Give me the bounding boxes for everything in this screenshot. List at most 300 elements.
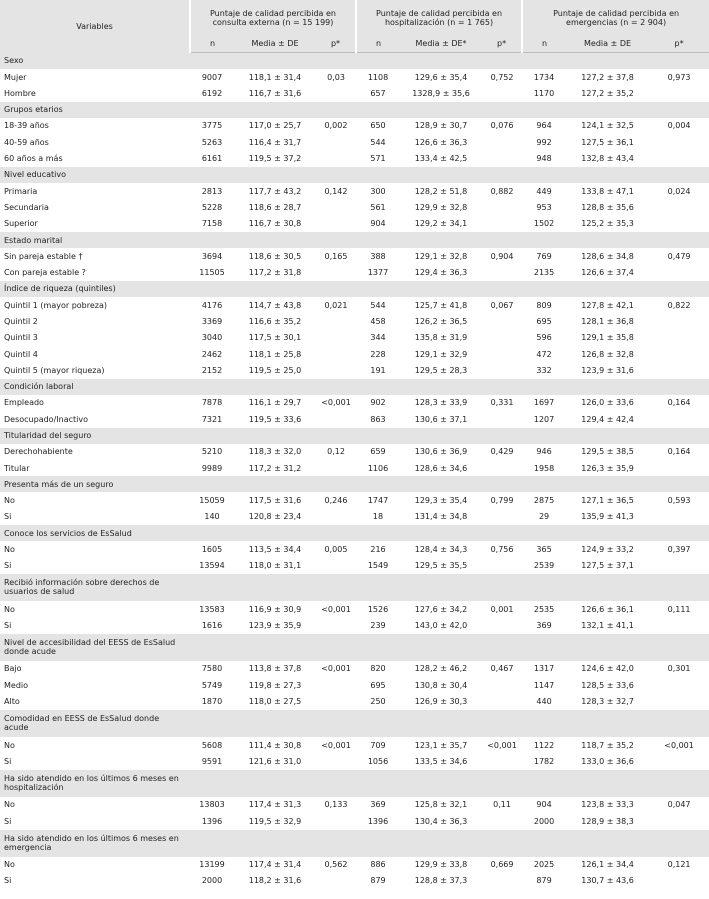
- cell-ce-media: 111,4 ± 30,8: [248, 740, 302, 750]
- cell-hosp-n: 191: [370, 366, 386, 376]
- cell-emer-n: 365: [536, 544, 552, 554]
- cell-ce-p: [316, 558, 356, 574]
- section-fill-cell: [649, 281, 709, 297]
- cell-emer-media: 129,1 ± 35,8: [581, 333, 634, 343]
- cell-emer-media: 133,0 ± 36,6: [581, 756, 634, 766]
- cell-ce-p: <0,001: [321, 664, 351, 674]
- section-fill-cell: [649, 830, 709, 857]
- section-header-row: [0, 167, 709, 183]
- cell-ce-p: 0,562: [324, 860, 348, 870]
- row-label: Quintil 3: [4, 333, 38, 343]
- section-fill-cell: [482, 634, 522, 661]
- table-row: [0, 362, 709, 378]
- cell-emer-p: [649, 411, 709, 427]
- section-fill-cell: [234, 525, 316, 541]
- cell-hosp-p: <0,001: [487, 740, 517, 750]
- cell-ce-p: <0,001: [321, 398, 351, 408]
- cell-emer-p: 0,593: [667, 496, 691, 506]
- section-fill-cell: [234, 232, 316, 248]
- cell-hosp-n: 369: [370, 800, 386, 810]
- cell-ce-p: [316, 265, 356, 281]
- cell-emer-n: 1958: [533, 463, 555, 473]
- cell-ce-p: 0,03: [327, 72, 345, 82]
- cell-ce-p: [316, 617, 356, 633]
- cell-hosp-media: 143,0 ± 42,0: [414, 620, 468, 630]
- cell-hosp-p: 0,076: [490, 121, 514, 131]
- cell-hosp-media: 1328,9 ± 35,6: [412, 88, 470, 98]
- cell-ce-n: 11505: [199, 268, 225, 278]
- row-label: Desocupado/Inactivo: [4, 414, 88, 424]
- cell-ce-p: [316, 216, 356, 232]
- cell-emer-p: [649, 753, 709, 769]
- section-fill-cell: [190, 379, 234, 395]
- section-fill-cell: [482, 167, 522, 183]
- section-header-row: [0, 281, 709, 297]
- table-row: [0, 857, 709, 873]
- cell-emer-p: [649, 346, 709, 362]
- subheader-p: p*: [649, 36, 709, 53]
- cell-hosp-p: [482, 151, 522, 167]
- section-fill-cell: [400, 574, 482, 601]
- cell-emer-n: 992: [536, 137, 552, 147]
- cell-ce-n: 6161: [201, 154, 223, 164]
- section-fill-cell: [190, 830, 234, 857]
- section-fill-cell: [649, 167, 709, 183]
- cell-hosp-n: 902: [370, 398, 386, 408]
- section-fill-cell: [316, 830, 356, 857]
- cell-hosp-n: 1108: [367, 72, 389, 82]
- section-fill-cell: [356, 634, 400, 661]
- section-fill-cell: [234, 770, 316, 797]
- cell-hosp-n: 886: [370, 860, 386, 870]
- cell-emer-n: 332: [536, 366, 552, 376]
- cell-ce-n: 3775: [201, 121, 223, 131]
- cell-hosp-n: 863: [370, 414, 386, 424]
- cell-hosp-p: [482, 813, 522, 829]
- cell-hosp-n: 657: [370, 88, 386, 98]
- table-row: [0, 694, 709, 710]
- cell-emer-n: 809: [536, 300, 552, 310]
- cell-hosp-media: 133,5 ± 34,6: [414, 756, 468, 766]
- section-fill-cell: [400, 770, 482, 797]
- cell-emer-media: 128,9 ± 38,3: [581, 816, 634, 826]
- row-label: Si: [4, 816, 12, 826]
- table-row: [0, 69, 709, 85]
- cell-emer-n: 2539: [533, 561, 555, 571]
- row-label: 60 años a más: [4, 154, 63, 164]
- section-fill-cell: [482, 770, 522, 797]
- table-row: [0, 411, 709, 427]
- cell-emer-n: 1502: [533, 219, 555, 229]
- section-fill-cell: [400, 710, 482, 737]
- cell-ce-p: <0,001: [321, 604, 351, 614]
- section-fill-cell: [522, 525, 566, 541]
- cell-ce-n: 5749: [201, 680, 223, 690]
- cell-emer-p: [649, 558, 709, 574]
- section-fill-cell: [482, 281, 522, 297]
- section-fill-cell: [566, 167, 649, 183]
- cell-ce-media: 116,7 ± 31,6: [248, 88, 302, 98]
- section-fill-cell: [482, 476, 522, 492]
- section-fill-cell: [190, 428, 234, 444]
- section-fill-cell: [190, 525, 234, 541]
- row-label: No: [4, 544, 15, 554]
- cell-ce-n: 7321: [201, 414, 223, 424]
- cell-emer-n: 2535: [533, 604, 555, 614]
- cell-emer-p: 0,164: [667, 447, 691, 457]
- row-label: Quintil 1 (mayor pobreza): [4, 300, 108, 310]
- cell-emer-p: [649, 813, 709, 829]
- cell-ce-n: 2462: [201, 349, 223, 359]
- cell-ce-p: 0,133: [324, 800, 348, 810]
- cell-emer-media: 127,1 ± 36,5: [581, 496, 634, 506]
- cell-ce-p: [316, 694, 356, 710]
- cell-ce-p: <0,001: [321, 740, 351, 750]
- section-fill-cell: [566, 710, 649, 737]
- cell-hosp-p: 0,001: [490, 604, 514, 614]
- row-label: No: [4, 740, 15, 750]
- cell-hosp-n: 239: [370, 620, 386, 630]
- cell-ce-media: 116,4 ± 31,7: [248, 137, 302, 147]
- cell-hosp-n: 216: [370, 544, 386, 554]
- row-label: Quintil 5 (mayor riqueza): [4, 366, 105, 376]
- cell-hosp-n: 561: [370, 202, 386, 212]
- cell-ce-p: [316, 753, 356, 769]
- cell-emer-media: 128,5 ± 33,6: [581, 680, 634, 690]
- row-label: Derechohabiente: [4, 447, 73, 457]
- cell-hosp-p: [482, 199, 522, 215]
- section-fill-cell: [482, 53, 522, 70]
- section-fill-cell: [316, 281, 356, 297]
- section-fill-cell: [234, 281, 316, 297]
- section-fill-cell: [566, 525, 649, 541]
- section-fill-cell: [522, 167, 566, 183]
- section-fill-cell: [522, 428, 566, 444]
- section-fill-cell: [482, 102, 522, 118]
- section-fill-cell: [566, 232, 649, 248]
- section-header-row: [0, 53, 709, 70]
- cell-emer-p: [649, 362, 709, 378]
- cell-ce-media: 117,4 ± 31,4: [248, 860, 302, 870]
- section-fill-cell: [522, 102, 566, 118]
- cell-ce-media: 119,5 ± 32,9: [248, 816, 302, 826]
- cell-hosp-media: 125,8 ± 32,1: [414, 800, 468, 810]
- cell-hosp-media: 126,9 ± 30,3: [414, 697, 468, 707]
- subheader-n: n: [522, 36, 566, 53]
- cell-ce-media: 118,1 ± 31,4: [248, 72, 302, 82]
- cell-emer-p: [649, 151, 709, 167]
- section-header-row: [0, 634, 709, 661]
- cell-emer-p: [649, 460, 709, 476]
- section-title: Presenta más de un seguro: [0, 476, 190, 492]
- cell-ce-n: 13199: [199, 860, 225, 870]
- cell-ce-p: [316, 199, 356, 215]
- cell-hosp-p: 0,067: [490, 300, 514, 310]
- cell-hosp-p: 0,669: [490, 860, 514, 870]
- cell-emer-p: [649, 199, 709, 215]
- cell-emer-n: 1782: [533, 756, 555, 766]
- cell-ce-p: [316, 411, 356, 427]
- cell-emer-n: 1147: [533, 680, 555, 690]
- cell-hosp-media: 125,7 ± 41,8: [414, 300, 468, 310]
- cell-emer-p: [649, 216, 709, 232]
- cell-emer-p: 0,822: [667, 300, 691, 310]
- row-label: Si: [4, 561, 12, 571]
- cell-hosp-media: 127,6 ± 34,2: [414, 604, 468, 614]
- cell-ce-media: 116,6 ± 35,2: [248, 316, 302, 326]
- cell-emer-n: 29: [538, 512, 550, 522]
- cell-ce-n: 4176: [201, 300, 223, 310]
- cell-ce-n: 1616: [201, 620, 223, 630]
- cell-hosp-n: 228: [370, 349, 386, 359]
- cell-ce-media: 118,0 ± 31,1: [248, 561, 302, 571]
- cell-emer-p: [649, 509, 709, 525]
- cell-hosp-media: 128,8 ± 37,3: [414, 876, 468, 886]
- section-fill-cell: [649, 525, 709, 541]
- cell-hosp-media: 129,9 ± 32,8: [414, 202, 468, 212]
- section-fill-cell: [649, 428, 709, 444]
- cell-ce-n: 2152: [201, 366, 223, 376]
- cell-ce-media: 119,5 ± 25,0: [248, 366, 302, 376]
- cell-ce-n: 1605: [201, 544, 223, 554]
- cell-ce-p: [316, 460, 356, 476]
- cell-hosp-p: [482, 313, 522, 329]
- cell-hosp-p: [482, 216, 522, 232]
- cell-hosp-p: 0,11: [493, 800, 511, 810]
- cell-emer-media: 126,6 ± 36,1: [581, 604, 634, 614]
- cell-ce-media: 118,6 ± 28,7: [248, 202, 302, 212]
- table-body: [0, 53, 709, 890]
- section-header-row: [0, 232, 709, 248]
- cell-hosp-p: 0,904: [490, 251, 514, 261]
- section-fill-cell: [190, 232, 234, 248]
- cell-emer-media: 126,6 ± 37,4: [581, 268, 634, 278]
- row-label: 18-39 años: [4, 121, 49, 131]
- cell-hosp-media: 128,2 ± 51,8: [414, 186, 468, 196]
- section-fill-cell: [234, 102, 316, 118]
- cell-emer-p: [649, 265, 709, 281]
- row-label: Bajo: [4, 664, 22, 674]
- row-label: Con pareja estable ?: [4, 268, 86, 278]
- section-fill-cell: [316, 770, 356, 797]
- section-fill-cell: [400, 102, 482, 118]
- cell-emer-p: [649, 134, 709, 150]
- section-fill-cell: [522, 476, 566, 492]
- section-fill-cell: [400, 53, 482, 70]
- table-row: [0, 873, 709, 889]
- table-row: [0, 737, 709, 753]
- section-fill-cell: [234, 379, 316, 395]
- cell-hosp-p: [482, 330, 522, 346]
- cell-emer-media: 124,6 ± 42,0: [581, 664, 634, 674]
- cell-emer-n: 2875: [533, 496, 555, 506]
- section-fill-cell: [316, 428, 356, 444]
- section-fill-cell: [649, 634, 709, 661]
- section-fill-cell: [190, 634, 234, 661]
- cell-emer-p: [649, 85, 709, 101]
- section-title: Recibió información sobre derechos de usuarios de salud: [0, 574, 190, 601]
- section-fill-cell: [649, 770, 709, 797]
- section-title: Sexo: [0, 53, 190, 70]
- cell-hosp-media: 130,6 ± 37,1: [414, 414, 468, 424]
- cell-emer-n: 948: [536, 154, 552, 164]
- cell-hosp-p: 0,756: [490, 544, 514, 554]
- row-label: Si: [4, 620, 12, 630]
- cell-ce-media: 117,0 ± 25,7: [248, 121, 302, 131]
- section-fill-cell: [522, 379, 566, 395]
- cell-hosp-p: [482, 460, 522, 476]
- cell-ce-media: 118,3 ± 32,0: [248, 447, 302, 457]
- cell-hosp-media: 135,8 ± 31,9: [414, 333, 468, 343]
- cell-emer-media: 124,1 ± 32,5: [581, 121, 634, 131]
- section-fill-cell: [482, 710, 522, 737]
- cell-emer-p: 0,973: [667, 72, 691, 82]
- cell-emer-p: 0,047: [667, 800, 691, 810]
- cell-emer-media: 126,8 ± 32,8: [581, 349, 634, 359]
- section-fill-cell: [400, 232, 482, 248]
- section-fill-cell: [566, 476, 649, 492]
- section-fill-cell: [356, 574, 400, 601]
- cell-ce-p: [316, 151, 356, 167]
- cell-ce-n: 7158: [201, 219, 223, 229]
- cell-ce-n: 9591: [201, 756, 223, 766]
- cell-ce-p: [316, 330, 356, 346]
- section-fill-cell: [190, 710, 234, 737]
- cell-ce-n: 5228: [201, 202, 223, 212]
- cell-hosp-n: 300: [370, 186, 386, 196]
- cell-hosp-p: [482, 873, 522, 889]
- cell-ce-media: 116,9 ± 30,9: [248, 604, 302, 614]
- section-header-row: [0, 770, 709, 797]
- cell-ce-media: 118,1 ± 25,8: [248, 349, 302, 359]
- cell-emer-media: 127,5 ± 36,1: [581, 137, 634, 147]
- cell-emer-p: [649, 677, 709, 693]
- cell-ce-p: 0,005: [324, 544, 348, 554]
- cell-emer-media: 128,6 ± 34,8: [581, 251, 634, 261]
- cell-hosp-n: 820: [370, 664, 386, 674]
- section-fill-cell: [482, 232, 522, 248]
- cell-hosp-media: 130,4 ± 36,3: [414, 816, 468, 826]
- cell-ce-n: 7580: [201, 664, 223, 674]
- section-fill-cell: [566, 281, 649, 297]
- table-row: [0, 444, 709, 460]
- cell-hosp-p: [482, 411, 522, 427]
- section-header-row: [0, 574, 709, 601]
- cell-hosp-p: [482, 617, 522, 633]
- cell-hosp-media: 128,9 ± 30,7: [414, 121, 468, 131]
- section-fill-cell: [522, 830, 566, 857]
- section-title: Condición laboral: [0, 379, 190, 395]
- table-row: [0, 330, 709, 346]
- section-fill-cell: [234, 574, 316, 601]
- section-title: Estado marital: [0, 232, 190, 248]
- cell-ce-n: 5608: [201, 740, 223, 750]
- row-label: Si: [4, 512, 12, 522]
- cell-hosp-p: 0,429: [490, 447, 514, 457]
- header-group-emergencias: Puntaje de calidad percibida en emergencias (n = 2 904): [522, 0, 709, 36]
- cell-ce-n: 5263: [201, 137, 223, 147]
- cell-hosp-media: 129,1 ± 32,9: [414, 349, 468, 359]
- row-label: No: [4, 800, 15, 810]
- table-row: [0, 813, 709, 829]
- table-row: [0, 617, 709, 633]
- cell-ce-p: [316, 313, 356, 329]
- table-row: [0, 395, 709, 411]
- section-fill-cell: [400, 634, 482, 661]
- cell-emer-p: [649, 694, 709, 710]
- row-label: Secundaria: [4, 202, 49, 212]
- cell-hosp-media: 130,6 ± 36,9: [414, 447, 468, 457]
- section-fill-cell: [566, 830, 649, 857]
- cell-ce-p: 0,002: [324, 121, 348, 131]
- cell-ce-p: [316, 85, 356, 101]
- header-group-hospitalizacion: Puntaje de calidad percibida en hospitalización (n = 1 765): [356, 0, 522, 36]
- cell-ce-n: 13803: [199, 800, 225, 810]
- cell-hosp-n: 709: [370, 740, 386, 750]
- section-fill-cell: [356, 102, 400, 118]
- cell-emer-n: 2000: [533, 816, 555, 826]
- section-title: Nivel de accesibilidad del EESS de EsSalud donde acude: [0, 634, 190, 661]
- cell-hosp-p: 0,882: [490, 186, 514, 196]
- cell-emer-p: 0,024: [667, 186, 691, 196]
- section-fill-cell: [522, 770, 566, 797]
- section-fill-cell: [356, 167, 400, 183]
- section-fill-cell: [649, 574, 709, 601]
- cell-ce-p: [316, 873, 356, 889]
- header-group-consulta-externa: Puntaje de calidad percibida en consulta externa (n = 15 199): [190, 0, 356, 36]
- cell-hosp-p: [482, 134, 522, 150]
- cell-ce-media: 119,5 ± 33,6: [248, 414, 302, 424]
- cell-emer-p: 0,121: [667, 860, 691, 870]
- cell-hosp-n: 904: [370, 219, 386, 229]
- cell-ce-n: 3694: [201, 251, 223, 261]
- cell-ce-media: 120,8 ± 23,4: [248, 512, 302, 522]
- cell-ce-n: 5210: [201, 447, 223, 457]
- cell-hosp-media: 129,6 ± 35,4: [414, 72, 468, 82]
- cell-ce-n: 6192: [201, 88, 223, 98]
- table-row: [0, 248, 709, 264]
- cell-emer-p: 0,111: [667, 604, 691, 614]
- section-header-row: [0, 830, 709, 857]
- cell-ce-media: 121,6 ± 31,0: [248, 756, 302, 766]
- section-fill-cell: [522, 634, 566, 661]
- section-fill-cell: [400, 428, 482, 444]
- cell-emer-media: 127,2 ± 35,2: [581, 88, 634, 98]
- section-fill-cell: [400, 476, 482, 492]
- cell-hosp-media: 123,1 ± 35,7: [414, 740, 468, 750]
- table-row: [0, 797, 709, 813]
- section-fill-cell: [649, 476, 709, 492]
- section-fill-cell: [649, 53, 709, 70]
- cell-hosp-n: 544: [370, 137, 386, 147]
- section-title: Grupos etarios: [0, 102, 190, 118]
- row-label: Primaria: [4, 186, 38, 196]
- cell-emer-media: 129,5 ± 38,5: [581, 447, 634, 457]
- cell-ce-p: 0,142: [324, 186, 348, 196]
- cell-ce-media: 119,5 ± 37,2: [248, 154, 302, 164]
- cell-ce-media: 113,5 ± 34,4: [248, 544, 302, 554]
- cell-hosp-media: 131,4 ± 34,8: [414, 512, 468, 522]
- subheader-n: n: [190, 36, 234, 53]
- cell-hosp-n: 1747: [367, 496, 389, 506]
- cell-emer-media: 126,0 ± 33,6: [581, 398, 634, 408]
- cell-emer-n: 2135: [533, 268, 555, 278]
- cell-hosp-p: [482, 265, 522, 281]
- cell-ce-p: 0,246: [324, 496, 348, 506]
- cell-emer-n: 904: [536, 800, 552, 810]
- section-fill-cell: [482, 379, 522, 395]
- section-fill-cell: [649, 232, 709, 248]
